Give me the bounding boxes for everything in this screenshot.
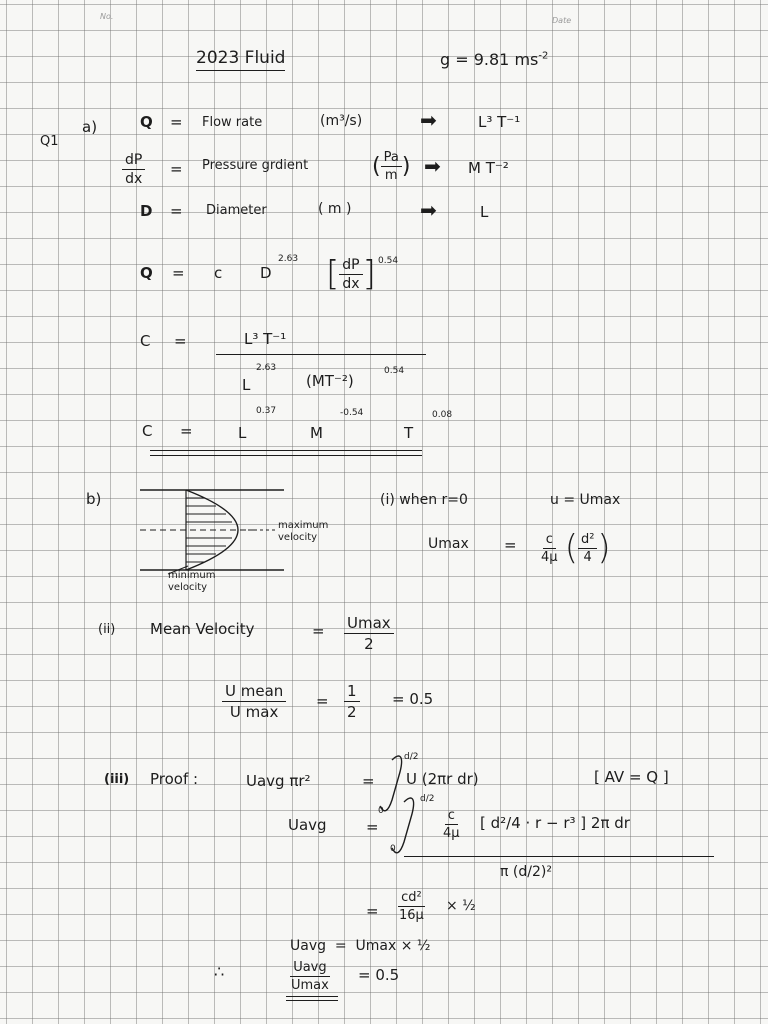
c-numerator: L³ T⁻¹ <box>244 330 287 348</box>
mean-velocity-equals: = <box>312 622 325 640</box>
eq-q: Q <box>140 264 153 282</box>
c-result-m-exponent: -0.54 <box>340 408 364 418</box>
max-velocity-label: maximum velocity <box>278 520 329 543</box>
part-a-label: a) <box>82 118 98 136</box>
final-result: = 0.5 <box>358 966 400 984</box>
arrow-icon: ➡ <box>420 198 437 222</box>
eq-equals: = <box>172 264 185 282</box>
part-b-label: b) <box>86 490 102 508</box>
arrow-icon: ➡ <box>424 154 441 178</box>
ratio-equals: = <box>316 692 329 710</box>
ratio-result: = 0.5 <box>392 690 434 708</box>
c-equals: = <box>174 332 187 350</box>
pg-dimension: M T⁻² <box>468 159 509 177</box>
q-dimension: L³ T⁻¹ <box>478 113 521 131</box>
q-unit: (m³/s) <box>320 113 363 129</box>
eq-bracket-exponent: 0.54 <box>378 256 399 266</box>
c-result-equals: = <box>180 422 193 440</box>
question-number: Q1 <box>40 134 59 149</box>
eq-d-exponent: 2.63 <box>278 254 299 264</box>
d-equals: = <box>170 202 183 220</box>
page-title: 2023 Fluid <box>196 48 285 71</box>
mean-velocity-text: Mean Velocity <box>150 620 255 638</box>
q-symbol: Q <box>140 113 153 131</box>
umax-expression: $\frac{c}{4\mu}$ ( $\frac{\text{d²}}{4}$ ) <box>541 528 611 568</box>
integral-upper: d/2 <box>404 752 419 762</box>
integral2-coefficient: $\frac{c}{4\mu}$ <box>443 808 460 841</box>
integral2-fraction-bar <box>404 856 714 857</box>
eq-d: D <box>260 264 272 282</box>
umax-label: Umax <box>428 536 469 552</box>
therefore-symbol: ∴ <box>214 962 225 981</box>
d-description: Diameter <box>206 203 267 218</box>
min-velocity-label: minimum velocity <box>168 570 216 593</box>
c-result-l: L <box>238 424 247 442</box>
final-fraction: $\frac{\text{Uavg}}{Umax}$ <box>291 960 329 993</box>
d-unit: ( m ) <box>318 201 352 217</box>
c-den-mt-exponent: 0.54 <box>384 366 405 376</box>
integral2-upper: d/2 <box>420 794 435 804</box>
step3-fraction: $\frac{\text{cd²}}{16\mu}$ <box>399 890 424 923</box>
mean-velocity-fraction: $\frac{Umax}{2}$ <box>344 614 394 653</box>
condition-u: u = Umax <box>550 492 621 508</box>
c-result-t: T <box>404 424 414 442</box>
flow-relation-note: [ AV = Q ] <box>594 768 669 786</box>
uavg-equals: = <box>366 818 379 836</box>
proof-label: Proof : <box>150 770 199 788</box>
arrow-icon: ➡ <box>420 108 437 132</box>
integrand: U (2πr dr) <box>406 770 479 788</box>
condition-i: (i) when r=0 <box>380 492 468 508</box>
ratio-half: $\frac{1}{2}$ <box>344 682 360 721</box>
integral2-denominator: π (d/2)² <box>500 864 552 880</box>
umax-equals: = <box>504 536 517 554</box>
integral2-body: [ d²/4 · r − r³ ] 2π dr <box>480 814 630 832</box>
eq-c: c <box>214 264 223 282</box>
proof-lhs: Uavg πr² <box>246 772 311 790</box>
c-result-t-exponent: 0.08 <box>432 410 453 420</box>
c-result-l-exponent: 0.37 <box>256 406 277 416</box>
final-underline-2 <box>286 1000 338 1001</box>
step4: Uavg = Umax × ½ <box>290 938 431 954</box>
uavg-label: Uavg <box>288 816 327 834</box>
eq-bracket-fraction: [ $\frac{dP}{dx}$ ] <box>326 254 376 294</box>
pg-description: Pressure grdient <box>202 158 309 173</box>
pg-unit: ( $\frac{Pa}{m}$ ) <box>372 150 411 183</box>
c-result-symbol: C <box>142 422 153 440</box>
q-equals: = <box>170 113 183 131</box>
d-symbol: D <box>140 202 153 220</box>
d-dimension: L <box>480 203 489 221</box>
proof-equals: = <box>362 772 375 790</box>
integral-lower: 0 <box>378 806 384 816</box>
ratio-fraction: $\frac{\text{U mean}}{\text{U max}}$ <box>222 682 286 721</box>
c-den-l-exponent: 2.63 <box>256 363 277 373</box>
c-symbol: C <box>140 332 151 350</box>
header-date: Date <box>552 16 572 25</box>
gravity-constant: g = 9.81 $ms^{-2}$ <box>440 50 549 69</box>
step3-tail: × ½ <box>446 898 476 914</box>
step3-equals: = <box>366 902 379 920</box>
part-iii-label: (iii) <box>104 772 130 787</box>
q-description: Flow rate <box>202 115 263 130</box>
final-underline-1 <box>286 996 338 997</box>
c-den-mt: (MT⁻²) <box>306 372 354 390</box>
part-ii-label: (ii) <box>98 622 116 637</box>
c-den-l: L <box>242 376 251 394</box>
pressure-gradient-symbol: $\frac{dP}{dx}$ <box>122 152 145 187</box>
c-result-m: M <box>310 424 323 442</box>
integral2-lower: 0 <box>390 844 396 854</box>
header-no: No. <box>100 12 114 21</box>
pg-equals: = <box>170 160 183 178</box>
